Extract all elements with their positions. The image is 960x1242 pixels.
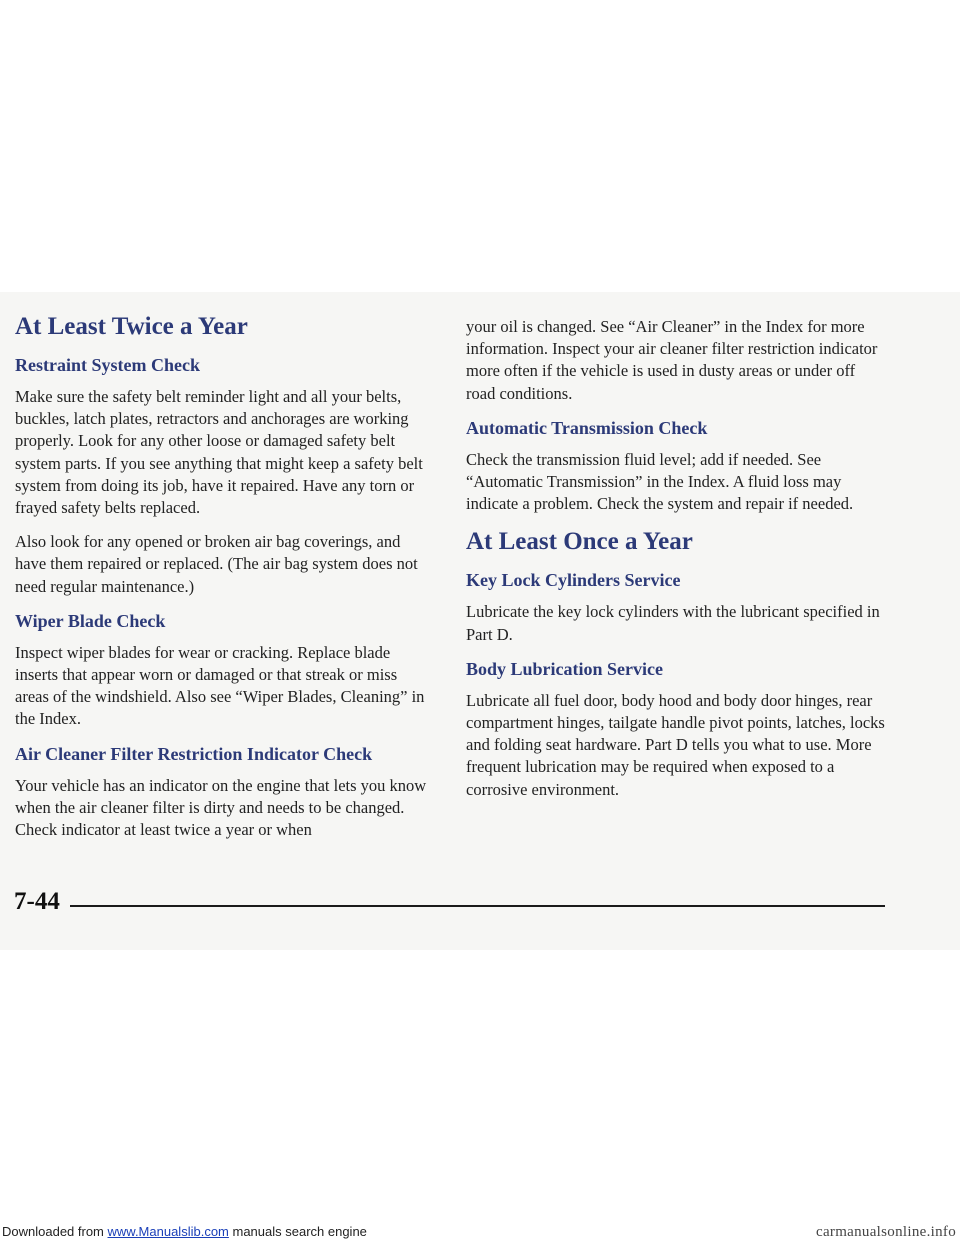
download-suffix: manuals search engine	[228, 1224, 367, 1239]
download-notice	[2, 1222, 367, 1242]
paragraph-transmission: Check the transmission fluid level; add if needed. See “Automatic Transmission” in the Index. A fluid loss may indicate a problem. Check the system and repair if needed.	[466, 449, 854, 514]
subheading-wiper-blade-check: Wiper Blade Check	[15, 610, 166, 631]
paragraph-key-lock: Lubricate the key lock cylinders with the lubricant specified in Part D.	[466, 602, 880, 644]
paragraph-air-cleaner-continued: your oil is changed. See “Air Cleaner” in the Index for more information. Inspect your air cleaner filter restriction indicator more often if the vehicle is used in dusty areas or under off road conditions.	[466, 317, 878, 403]
paragraph-air-cleaner: Your vehicle has an indicator on the engine that lets you know when the air cleaner filter is dirty and needs to be changed. Check indicator at least twice a year or when	[15, 775, 427, 840]
paragraph-restraint-2: Also look for any opened or broken air bag coverings, and have them repaired or replaced. (The air bag system does not need regular maintenance.)	[15, 532, 418, 596]
subheading-automatic-transmission-check: Automatic Transmission Check	[466, 417, 708, 438]
subheading-air-cleaner-check: Air Cleaner Filter Restriction Indicator Check	[15, 743, 373, 764]
heading-once-a-year: At Least Once a Year	[466, 528, 693, 556]
download-prefix: Downloaded from	[2, 1224, 108, 1239]
paragraph-body-lubrication: Lubricate all fuel door, body hood and body door hinges, rear compartment hinges, tailgate handle pivot points, latches, locks and folding seat hardware. Part D tells you what to use. More frequent lubrication may be required when exposed to a corrosive environment.	[466, 690, 885, 799]
heading-twice-a-year: At Least Twice a Year	[15, 313, 248, 340]
manualslib-link[interactable]: www.Manualslib.com	[107, 1224, 229, 1239]
subheading-restraint-system-check: Restraint System Check	[15, 355, 200, 375]
page-number: 7-44	[14, 888, 60, 915]
paragraph-wiper: Inspect wiper blades for wear or cracking. Replace blade inserts that appear worn or damaged or that streak or miss areas of the windshield. Also see “Wiper Blades, Cleaning” in the Index.	[15, 642, 425, 729]
subheading-body-lubrication: Body Lubrication Service	[466, 658, 663, 679]
right-column	[466, 316, 886, 813]
watermark-text: carmanualsonline.info	[815, 1224, 956, 1240]
subheading-key-lock-cylinders: Key Lock Cylinders Service	[466, 570, 681, 591]
download-bar	[0, 1222, 960, 1242]
footer-rule	[70, 905, 885, 907]
left-column	[15, 312, 435, 853]
paragraph-restraint-1: Make sure the safety belt reminder light and all your belts, buckles, latch plates, retractors and anchorages are working properly. Look for any other loose or damaged safety belt system parts. If you see anything that might keep a safety belt system from doing its job, have it repaired. Have any torn or frayed safety belts replaced.	[15, 387, 423, 518]
